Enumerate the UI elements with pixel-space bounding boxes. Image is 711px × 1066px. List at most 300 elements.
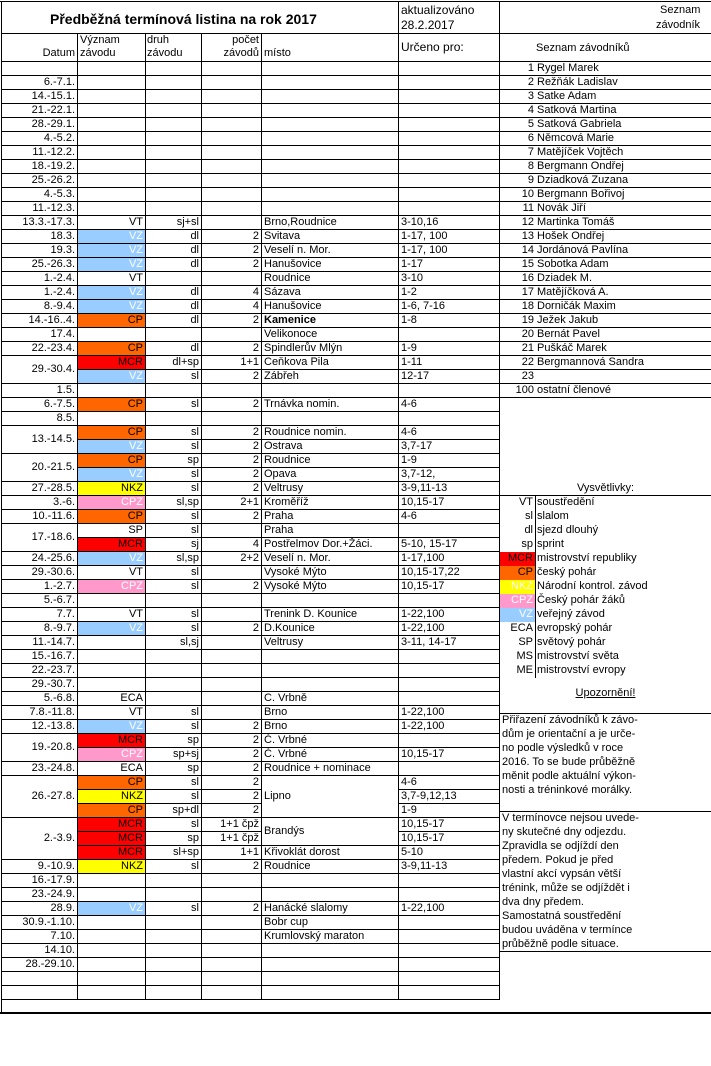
athlete-name: Puškáč Marek: [536, 342, 711, 356]
type-cell: [78, 118, 146, 132]
assigned-cell: 10,15-17: [399, 818, 500, 832]
note-line: [500, 798, 711, 812]
type-cell: CP: [78, 398, 146, 412]
type-cell: [78, 986, 146, 1000]
kind-cell: sl: [146, 902, 202, 916]
kind-cell: sl: [146, 608, 202, 622]
count-cell: [202, 986, 262, 1000]
type-cell: VZ: [78, 440, 146, 454]
assigned-cell: [399, 118, 500, 132]
kind-cell: dl: [146, 342, 202, 356]
count-cell: 2: [202, 902, 262, 916]
date-cell: 22.-23.7.: [2, 664, 78, 678]
date-cell: 5.-6.8.: [2, 692, 78, 706]
place-cell: Praha: [262, 524, 399, 538]
assigned-cell: 3-10: [399, 272, 500, 286]
assigned-cell: [399, 944, 500, 958]
assigned-cell: [399, 930, 500, 944]
legend-code: ME: [500, 664, 536, 678]
date-cell: 18.3.: [2, 230, 78, 244]
count-cell: 2: [202, 510, 262, 524]
page-title: Předběžná termínová listina na rok 2017: [50, 11, 317, 27]
count-cell: [202, 874, 262, 888]
type-cell: NKZ: [78, 482, 146, 496]
athlete-number: 100: [500, 384, 536, 398]
count-cell: 2: [202, 762, 262, 776]
type-cell: MCR: [78, 818, 146, 832]
date-cell: 14.10.: [2, 944, 78, 958]
date-cell: 28.-29.1.: [2, 118, 78, 132]
note-line: Přiřazení závodníků k závo-: [502, 714, 638, 726]
place-cell: Hanušovice: [262, 258, 399, 272]
athlete-name: Režňák Ladislav: [536, 76, 711, 90]
kind-cell: sp+dl: [146, 804, 202, 818]
assigned-cell: 1-9: [399, 342, 500, 356]
type-cell: [78, 930, 146, 944]
assigned-cell: [399, 524, 500, 538]
legend-code: CPZ: [500, 594, 536, 608]
place-cell: C. Vrbně: [262, 692, 399, 706]
kind-cell: sl: [146, 440, 202, 454]
place-cell: [262, 202, 399, 216]
legend-text: světový pohár: [537, 636, 606, 648]
place-cell: Svitava: [262, 230, 399, 244]
type-cell: CP: [78, 314, 146, 328]
assigned-cell: [399, 384, 500, 398]
date-cell: 23.-24.9.: [2, 888, 78, 902]
kind-cell: [146, 90, 202, 104]
kind-cell: [146, 384, 202, 398]
type-cell: VT: [78, 608, 146, 622]
place-cell: Hanušovice: [262, 300, 399, 314]
assigned-cell: [399, 678, 500, 692]
type-cell: MCR: [78, 356, 146, 370]
col-vyznam: [78, 34, 146, 62]
kind-cell: [146, 944, 202, 958]
assigned-cell: [399, 734, 500, 748]
kind-cell: sp: [146, 454, 202, 468]
type-cell: ECA: [78, 692, 146, 706]
place-cell: Roudnice nomin.: [262, 426, 399, 440]
count-cell: [202, 524, 262, 538]
athlete-number: 3: [500, 90, 536, 104]
place-cell: Brno,Roudnice: [262, 216, 399, 230]
legend-code: dl: [500, 524, 536, 538]
count-cell: [202, 958, 262, 972]
date-cell: [2, 986, 78, 1000]
count-cell: [202, 272, 262, 286]
athlete-name: Satková Gabriela: [536, 118, 711, 132]
kind-cell: [146, 328, 202, 342]
place-cell: [262, 874, 399, 888]
assigned-cell: [399, 412, 500, 426]
count-cell: [202, 76, 262, 90]
kind-cell: dl+sp: [146, 356, 202, 370]
place-cell: Praha: [262, 510, 399, 524]
type-cell: VT: [78, 272, 146, 286]
assigned-cell: 1-22,100: [399, 706, 500, 720]
count-cell: [202, 412, 262, 426]
kind-cell: sl,sp: [146, 496, 202, 510]
athlete-number: 14: [500, 244, 536, 258]
col-datum: [2, 34, 78, 62]
kind-cell: [146, 650, 202, 664]
legend-title: Vysvětlivky:: [576, 482, 635, 494]
count-cell: [202, 384, 262, 398]
count-cell: 2: [202, 734, 262, 748]
date-cell: 29.-30.6.: [2, 566, 78, 580]
assigned-cell: 1-22,100: [399, 720, 500, 734]
place-cell: Trnávka nomin.: [262, 398, 399, 412]
kind-cell: [146, 930, 202, 944]
count-cell: [202, 202, 262, 216]
count-cell: [202, 930, 262, 944]
kind-cell: dl: [146, 244, 202, 258]
count-cell: [202, 160, 262, 174]
legend-code: SP: [500, 636, 536, 650]
assigned-cell: 3-10,16: [399, 216, 500, 230]
type-cell: CP: [78, 804, 146, 818]
col-druh-label-2: závodu: [147, 47, 183, 59]
assigned-cell: 1-17, 100: [399, 230, 500, 244]
date-cell: 4.-5.3.: [2, 188, 78, 202]
date-cell: 25.-26.2.: [2, 174, 78, 188]
athlete-name: Novák Jiří: [536, 202, 711, 216]
kind-cell: [146, 678, 202, 692]
kind-cell: [146, 916, 202, 930]
legend-code: VT: [500, 496, 536, 510]
place-cell: Č. Vrbné: [262, 734, 399, 748]
type-cell: [78, 62, 146, 76]
kind-cell: [146, 594, 202, 608]
type-cell: VZ: [78, 902, 146, 916]
kind-cell: [146, 874, 202, 888]
count-cell: [202, 692, 262, 706]
count-cell: 4: [202, 538, 262, 552]
count-cell: 2: [202, 314, 262, 328]
type-cell: [78, 202, 146, 216]
type-cell: VZ: [78, 300, 146, 314]
assigned-cell: 1-9: [399, 454, 500, 468]
place-cell: Brno: [262, 720, 399, 734]
count-cell: [202, 174, 262, 188]
date-cell: [2, 62, 78, 76]
assigned-cell: 1-8: [399, 314, 500, 328]
type-cell: [78, 174, 146, 188]
date-cell: 18.-19.2.: [2, 160, 78, 174]
place-cell: [262, 62, 399, 76]
date-cell: 8.-9.4.: [2, 300, 78, 314]
count-cell: [202, 104, 262, 118]
kind-cell: sl,sj: [146, 636, 202, 650]
type-cell: MCR: [78, 734, 146, 748]
date-cell: 30.9.-1.10.: [2, 916, 78, 930]
assigned-cell: [399, 62, 500, 76]
count-cell: 2: [202, 748, 262, 762]
kind-cell: [146, 174, 202, 188]
place-cell: Kamenice: [262, 314, 399, 328]
assigned-cell: 1-2: [399, 286, 500, 300]
legend-code: CP: [500, 566, 536, 580]
athlete-name: Dorničák Maxim: [536, 300, 711, 314]
athlete-number: 6: [500, 132, 536, 146]
kind-cell: sl: [146, 818, 202, 832]
place-cell: [262, 384, 399, 398]
place-cell: Roudnice: [262, 860, 399, 874]
kind-cell: sp: [146, 734, 202, 748]
kind-cell: sl: [146, 482, 202, 496]
legend-code: ECA: [500, 622, 536, 636]
place-cell: Křivoklát dorost: [262, 846, 399, 860]
count-cell: 2+2: [202, 552, 262, 566]
type-cell: VZ: [78, 370, 146, 384]
legend-text: soustředění: [537, 496, 595, 508]
assigned-cell: 1-17, 100: [399, 244, 500, 258]
kind-cell: [146, 888, 202, 902]
count-cell: [202, 678, 262, 692]
place-cell-merged: Brandýs: [262, 818, 399, 846]
date-cell: 5.-6.7.: [2, 594, 78, 608]
athlete-number: 9: [500, 174, 536, 188]
type-cell: [78, 888, 146, 902]
type-cell: VZ: [78, 552, 146, 566]
assigned-cell: [399, 650, 500, 664]
athlete-number: 20: [500, 328, 536, 342]
place-cell: Veltrusy: [262, 636, 399, 650]
count-cell: [202, 706, 262, 720]
place-cell: Spindlerův Mlýn: [262, 342, 399, 356]
place-cell: Ceňkova Pila: [262, 356, 399, 370]
count-cell: 2: [202, 776, 262, 790]
note-line: 2016. To se bude průběžně: [502, 756, 636, 768]
col-druh: [146, 34, 202, 62]
count-cell: 2+1: [202, 496, 262, 510]
note-line: dům je orientační a je urče-: [502, 728, 636, 740]
note-line: předem. Pokud je před: [502, 854, 614, 866]
date-cell: 6.-7.1.: [2, 76, 78, 90]
athlete-number: 10: [500, 188, 536, 202]
place-cell: Sázava: [262, 286, 399, 300]
assigned-cell: 10,15-17: [399, 832, 500, 846]
athlete-number: 4: [500, 104, 536, 118]
kind-cell: sl: [146, 580, 202, 594]
count-cell: 2: [202, 440, 262, 454]
assigned-cell: [399, 202, 500, 216]
seznam-header-line2: závodník: [656, 19, 701, 31]
athlete-name: Dziadek M.: [536, 272, 711, 286]
assigned-cell: 3-9,11-13: [399, 860, 500, 874]
count-cell: [202, 146, 262, 160]
count-cell: [202, 972, 262, 986]
athlete-number: 5: [500, 118, 536, 132]
athlete-name: Jordánová Pavlína: [536, 244, 711, 258]
type-cell: VT: [78, 706, 146, 720]
type-cell: MCR: [78, 846, 146, 860]
col-urceno: [399, 34, 500, 62]
assigned-cell: 1-22,100: [399, 608, 500, 622]
type-cell: CP: [78, 454, 146, 468]
date-cell: 11.-14.7.: [2, 636, 78, 650]
count-cell: [202, 944, 262, 958]
athlete-number: 21: [500, 342, 536, 356]
col-pocet-label-2: závodů: [223, 47, 259, 59]
place-cell: [262, 118, 399, 132]
type-cell: CPZ: [78, 748, 146, 762]
athlete-name: Satková Martina: [536, 104, 711, 118]
place-cell: Ostrava: [262, 440, 399, 454]
note-line: no podle výsledků v roce: [502, 742, 624, 754]
assigned-cell: [399, 174, 500, 188]
legend-text: veřejný závod: [537, 608, 605, 620]
type-cell: NKZ: [78, 860, 146, 874]
title-cell: [2, 2, 399, 34]
date-cell-merged: 29.-30.4.: [2, 356, 78, 384]
note-line: měnit podle aktuální výkon-: [502, 770, 636, 782]
legend-text: mistrovství republiky: [537, 552, 637, 564]
place-cell: [262, 188, 399, 202]
note-line: ny skutečné dny odjezdu.: [502, 826, 627, 838]
legend-code: MS: [500, 650, 536, 664]
type-cell: VZ: [78, 468, 146, 482]
place-cell: Krumlovský maraton: [262, 930, 399, 944]
date-cell: 27.-28.5.: [2, 482, 78, 496]
date-cell: 21.-22.1.: [2, 104, 78, 118]
date-cell: 1.-2.4.: [2, 286, 78, 300]
count-cell: 1+1: [202, 356, 262, 370]
count-cell: [202, 216, 262, 230]
assigned-cell: 5-10, 15-17: [399, 538, 500, 552]
assigned-cell: 12-17: [399, 370, 500, 384]
updated-cell: [399, 2, 500, 34]
athlete-number: 13: [500, 230, 536, 244]
count-cell: [202, 90, 262, 104]
kind-cell: [146, 104, 202, 118]
assigned-cell: [399, 90, 500, 104]
legend-text: mistrovství světa: [537, 650, 619, 662]
athlete-name: Ježek Jakub: [536, 314, 711, 328]
assigned-cell: [399, 916, 500, 930]
place-cell: Bobr cup: [262, 916, 399, 930]
place-cell: Veselí n. Mor.: [262, 552, 399, 566]
note-line: Samostatná soustředění: [502, 910, 622, 922]
kind-cell: sl: [146, 720, 202, 734]
place-cell: Brno: [262, 706, 399, 720]
notice-title: Upozornění!: [500, 678, 711, 714]
assigned-cell: [399, 692, 500, 706]
kind-cell: [146, 664, 202, 678]
count-cell: 1+1 čpž: [202, 832, 262, 846]
type-cell: VZ: [78, 720, 146, 734]
place-cell: Velikonoce: [262, 328, 399, 342]
kind-cell: sl: [146, 776, 202, 790]
kind-cell: [146, 272, 202, 286]
assigned-cell: 1-11: [399, 356, 500, 370]
kind-cell: sl+sp: [146, 846, 202, 860]
kind-cell: sl: [146, 524, 202, 538]
kind-cell: sl: [146, 398, 202, 412]
legend-text: sjezd dlouhý: [537, 524, 599, 536]
date-cell: 15.-16.7.: [2, 650, 78, 664]
date-cell: 7.10.: [2, 930, 78, 944]
type-cell: VZ: [78, 244, 146, 258]
date-cell: 12.-13.8.: [2, 720, 78, 734]
date-cell: 23.-24.8.: [2, 762, 78, 776]
place-cell: [262, 664, 399, 678]
athlete-number: 18: [500, 300, 536, 314]
kind-cell: [146, 202, 202, 216]
date-cell-merged: 2.-3.9.: [2, 818, 78, 860]
athlete-number: 2: [500, 76, 536, 90]
count-cell: 2: [202, 426, 262, 440]
athlete-number: 1: [500, 62, 536, 76]
assigned-cell: [399, 104, 500, 118]
kind-cell: [146, 132, 202, 146]
place-cell: Trenink D. Kounice: [262, 608, 399, 622]
kind-cell: sl: [146, 790, 202, 804]
kind-cell: sl: [146, 370, 202, 384]
place-cell: Veselí n. Mor.: [262, 244, 399, 258]
count-cell: [202, 62, 262, 76]
athlete-name: Satke Adam: [536, 90, 711, 104]
col-misto: [262, 34, 399, 62]
type-cell: CPZ: [78, 580, 146, 594]
kind-cell: sj+sl: [146, 216, 202, 230]
updated-date: 28.2.2017: [401, 18, 455, 32]
date-cell-merged: 17.-18.6.: [2, 524, 78, 552]
assigned-cell: 4-6: [399, 398, 500, 412]
assigned-cell: 4-6: [399, 426, 500, 440]
place-cell: [262, 594, 399, 608]
kind-cell: [146, 62, 202, 76]
count-cell: [202, 594, 262, 608]
legend-code: sp: [500, 538, 536, 552]
place-cell: [262, 104, 399, 118]
assigned-cell: 3-9,11-13: [399, 482, 500, 496]
kind-cell: sl: [146, 426, 202, 440]
legend-code: MCR: [500, 552, 536, 566]
date-cell: 19.3.: [2, 244, 78, 258]
date-cell: 1.-2.7.: [2, 580, 78, 594]
kind-cell: sl,sp: [146, 552, 202, 566]
kind-cell: sp: [146, 762, 202, 776]
type-cell: VZ: [78, 258, 146, 272]
count-cell: 2: [202, 860, 262, 874]
athlete-number: 22: [500, 356, 536, 370]
col-vyznam-label-2: závodu: [80, 47, 116, 59]
type-cell: [78, 916, 146, 930]
assigned-cell: 1-17: [399, 258, 500, 272]
count-cell: [202, 636, 262, 650]
col-druh-label-1: druh: [147, 34, 170, 46]
count-cell: [202, 566, 262, 580]
type-cell: [78, 90, 146, 104]
type-cell: [78, 664, 146, 678]
athlete-number: 11: [500, 202, 536, 216]
count-cell: 2: [202, 258, 262, 272]
count-cell: 2: [202, 398, 262, 412]
place-cell: [262, 888, 399, 902]
legend-text: sprint: [537, 538, 564, 550]
kind-cell: [146, 692, 202, 706]
legend-text: mistrovství evropy: [537, 664, 626, 676]
date-cell: 6.-7.5.: [2, 398, 78, 412]
athlete-number: 12: [500, 216, 536, 230]
type-cell: [78, 146, 146, 160]
assigned-cell: [399, 874, 500, 888]
type-cell: [78, 188, 146, 202]
kind-cell: sp: [146, 832, 202, 846]
type-cell: VZ: [78, 286, 146, 300]
